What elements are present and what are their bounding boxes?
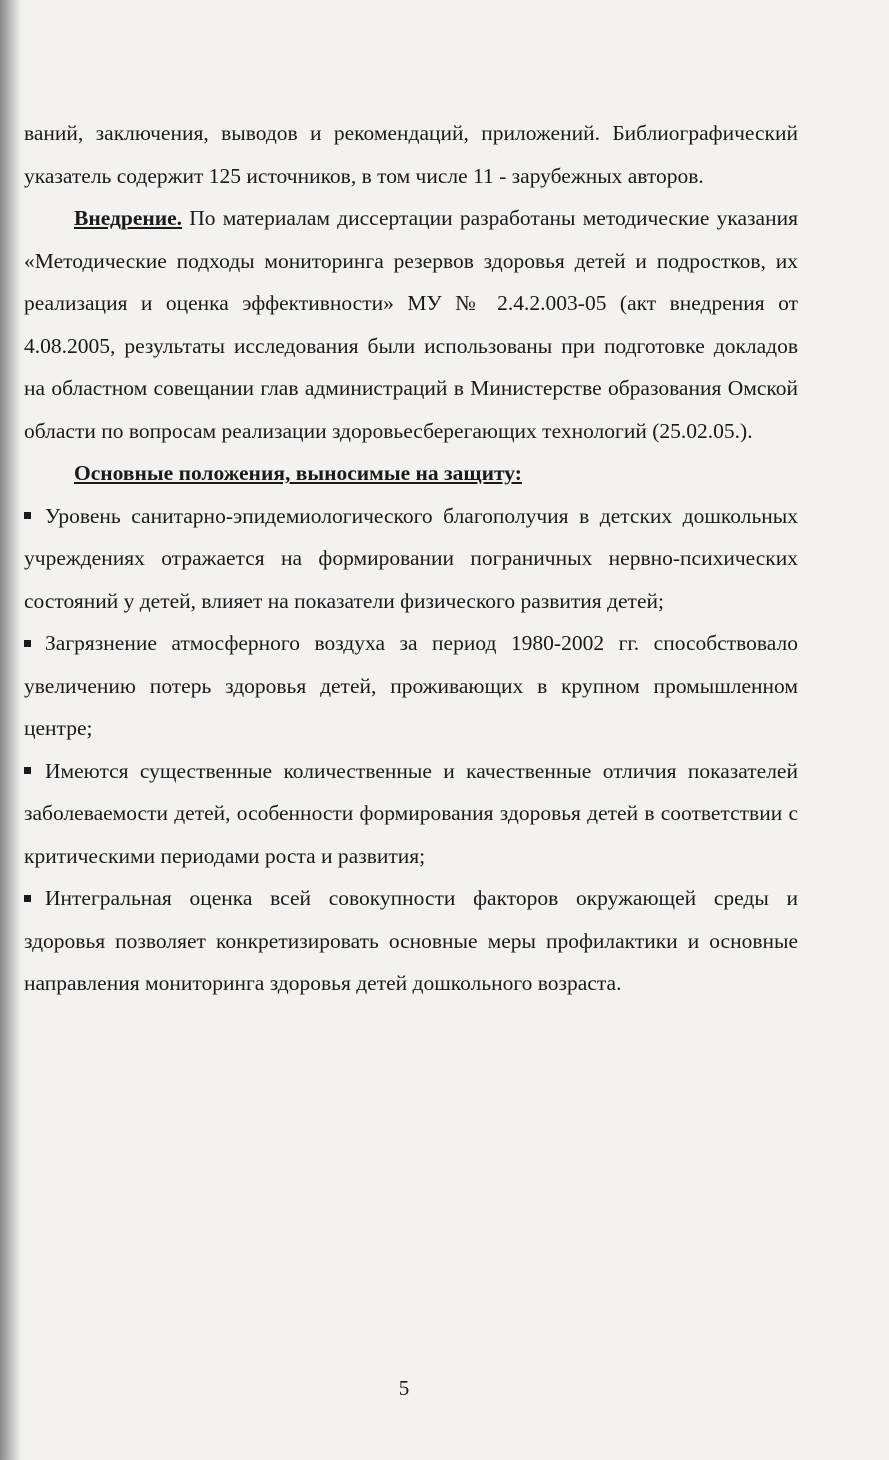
implementation-text: По материалам диссертации разработаны методические указания «Методические подходы мониторинга резервов здоровья детей и подростков, их реализация и оценка эффективности» МУ № 2.4.2.003-05 (акт внедрения от 4.08.2005, результаты исследования были использованы при подготовке докладов на областном совещании глав администраций в Министерстве образования Омской области по вопросам реализации здоровьесберегающих технологий (25.02.05.). — [24, 206, 798, 443]
defense-point — [24, 495, 798, 623]
defense-heading: Основные положения, выносимые на защиту: — [74, 461, 522, 485]
defense-point-text: Загрязнение атмосферного воздуха за период 1980-2002 гг. способствовало увеличению потерь здоровья детей, проживающих в крупном промышленном центре; — [24, 631, 798, 740]
implementation-heading: Внедрение. — [74, 206, 183, 230]
paragraph-structure: ваний, заключения, выводов и рекомендаций, приложений. Библиографический указатель содержит 125 источников, в том числе 11 - зарубежных авторов. — [24, 121, 798, 188]
defense-point — [24, 877, 798, 1005]
defense-point-text: Интегральная оценка всей совокупности факторов окружающей среды и здоровья позволяет конкретизировать основные меры профилактики и основные направления мониторинга здоровья детей дошкольного возраста. — [24, 886, 798, 995]
defense-point-text: Имеются существенные количественные и качественные отличия показателей заболеваемости детей, особенности формирования здоровья детей в соответствии с критическими периодами роста и развития; — [24, 758, 798, 868]
bullet-square-icon — [24, 895, 31, 902]
defense-point-text: Уровень санитарно-эпидемиологического благополучия в детских дошкольных учреждениях отражается на формировании пограничных нервно-психических состояний у детей, влияет на показатели физического развития детей; — [24, 503, 798, 613]
page-edge-shadow — [0, 0, 22, 1460]
defense-point — [24, 622, 798, 750]
bullet-square-icon — [24, 640, 31, 647]
defense-point — [24, 750, 798, 878]
bullet-square-icon — [24, 512, 31, 519]
bullet-square-icon — [24, 767, 31, 774]
page-number: 5 — [398, 1376, 410, 1400]
paragraph-implementation — [24, 197, 798, 452]
document-body — [24, 112, 798, 1005]
